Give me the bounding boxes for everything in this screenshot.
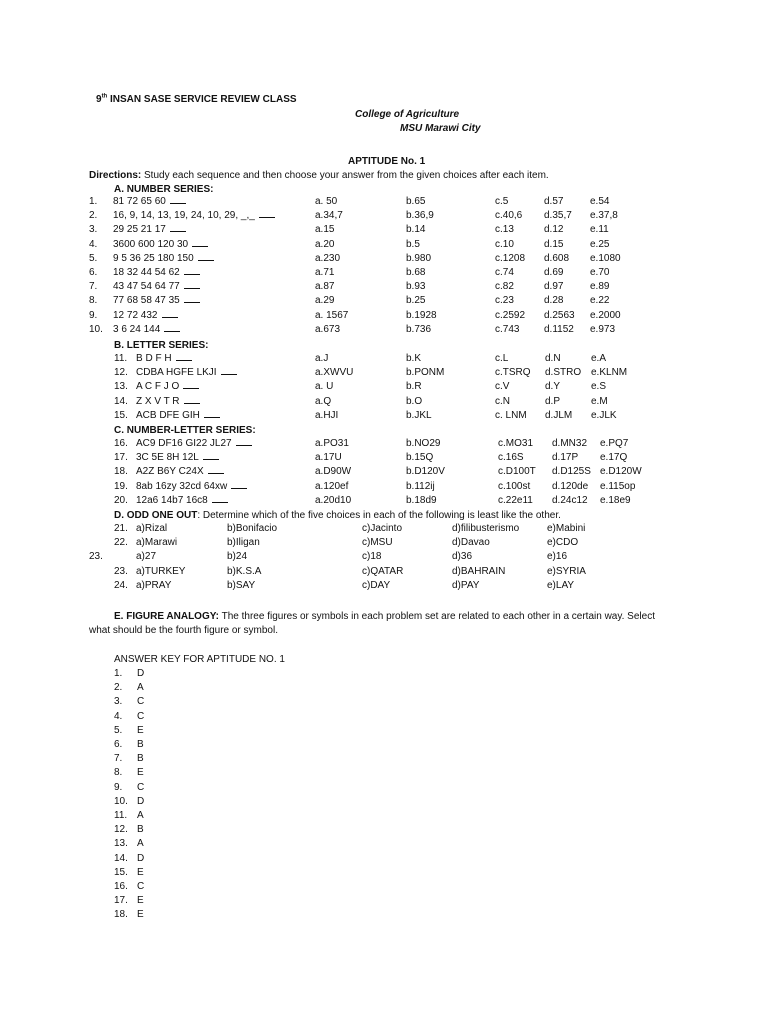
answer-letter: D <box>137 852 145 864</box>
choice-d: d.97 <box>544 281 564 293</box>
answer-blank <box>183 380 199 389</box>
choice-a: a.673 <box>315 323 341 335</box>
choice-d: d.57 <box>544 196 564 207</box>
choice-a: a.20 <box>315 238 335 250</box>
answer-key-row <box>0 667 768 681</box>
question-sequence: 9 5 36 25 180 150 <box>113 252 214 266</box>
question-sequence: 8ab 16zy 32cd 64xw <box>136 480 247 494</box>
choice-d: d.STRO <box>545 367 582 379</box>
choice-d: d)PAY <box>452 579 480 591</box>
choice-a: a.87 <box>315 281 335 293</box>
question-sequence: CDBA HGFE LKJI <box>136 366 237 380</box>
question-sequence: A2Z B6Y C24X <box>136 465 224 479</box>
answer-key-row <box>0 880 768 894</box>
choice-b: b.68 <box>406 267 426 278</box>
answer-key-row <box>0 866 768 880</box>
question-number: 2. <box>89 210 98 222</box>
answer-key-row <box>0 738 768 752</box>
question-sequence: B D F H <box>136 352 192 366</box>
section-b-heading: B. LETTER SERIES: <box>114 340 209 351</box>
choice-e: e.2000 <box>590 309 621 321</box>
answer-number: 8. <box>114 767 123 779</box>
answer-key-row <box>0 894 768 908</box>
choice-d: d.24c12 <box>552 494 588 506</box>
question-row <box>0 252 768 266</box>
choice-a: a)TURKEY <box>136 565 186 577</box>
answer-blank <box>204 409 220 418</box>
question-number: 20. <box>114 494 128 506</box>
choice-e: e.11 <box>590 224 609 236</box>
question-row <box>0 309 768 323</box>
question-sequence: 81 72 65 60 <box>113 195 186 209</box>
answer-letter: A <box>137 810 144 821</box>
answer-number: 2. <box>114 682 123 694</box>
choice-c: c.743 <box>495 323 520 335</box>
answer-key-row <box>0 695 768 709</box>
choice-c: c.MO31 <box>498 438 534 449</box>
choice-e: e.22 <box>590 295 610 307</box>
question-sequence: Z X V T R <box>136 395 200 409</box>
choice-a: a.34,7 <box>315 210 343 222</box>
choice-d: d.MN32 <box>552 438 588 449</box>
answer-blank <box>170 223 186 232</box>
answer-key-row <box>0 823 768 837</box>
choice-d: d)Davao <box>452 537 490 549</box>
choice-b: b.D120V <box>406 466 445 478</box>
question-row <box>0 550 768 564</box>
question-number: 8. <box>89 295 98 307</box>
question-number: 23. <box>114 565 128 577</box>
choice-c: c.V <box>495 381 510 393</box>
question-number: 21. <box>114 523 128 534</box>
choice-a: a.XWVU <box>315 367 354 379</box>
answer-blank <box>231 480 247 489</box>
choice-c: c.16S <box>498 452 524 464</box>
answer-key-row <box>0 781 768 795</box>
answer-number: 9. <box>114 781 123 793</box>
answer-number: 7. <box>114 753 123 765</box>
choice-a: a)Marawi <box>136 537 178 549</box>
question-number: 3. <box>89 224 98 236</box>
choice-a: a)27 <box>136 551 157 563</box>
choice-a: a.HJI <box>315 409 339 421</box>
question-row <box>0 494 768 508</box>
answer-key-row <box>0 710 768 724</box>
choice-a: a.29 <box>315 295 335 307</box>
choice-c: c.5 <box>495 196 509 207</box>
choice-a: a.J <box>315 353 329 364</box>
choice-b: b.36,9 <box>406 210 434 222</box>
choice-b: b.736 <box>406 323 432 335</box>
question-number-stray: 23. <box>89 551 103 563</box>
answer-letter: C <box>137 781 145 793</box>
answer-blank <box>236 437 252 446</box>
choice-c: c.D100T <box>498 466 536 478</box>
question-row <box>0 380 768 394</box>
section-d-heading: D. ODD ONE OUT: Determine which of the five choices in each of the following is least like the other. <box>114 510 561 521</box>
answer-letter: C <box>137 710 145 722</box>
question-row <box>0 409 768 423</box>
question-row <box>0 280 768 294</box>
question-row <box>0 223 768 237</box>
choice-a: a. 50 <box>315 196 338 207</box>
answer-letter: E <box>137 866 144 878</box>
question-sequence: 3C 5E 8H 12L <box>136 451 219 465</box>
answer-letter: E <box>137 895 144 907</box>
choice-e: e.18e9 <box>600 494 631 506</box>
question-row <box>0 266 768 280</box>
answer-key-title: ANSWER KEY FOR APTITUDE NO. 1 <box>114 654 285 665</box>
answer-number: 17. <box>114 895 128 907</box>
choice-e: e.M <box>591 395 608 407</box>
answer-blank <box>184 395 200 404</box>
answer-key-row <box>0 908 768 922</box>
choice-e: e.S <box>591 381 607 393</box>
choice-d: d.1152 <box>544 323 574 335</box>
question-number: 6. <box>89 267 98 278</box>
choice-e: e.89 <box>590 281 610 293</box>
answer-key-row <box>0 795 768 809</box>
question-sequence: 43 47 54 64 77 <box>113 280 200 294</box>
choice-b: b.980 <box>406 252 432 264</box>
choice-d: d.12 <box>544 224 564 236</box>
answer-letter: E <box>137 909 144 921</box>
choice-e: e.KLNM <box>591 367 628 379</box>
question-number: 17. <box>114 452 128 464</box>
answer-key-row <box>0 852 768 866</box>
choice-b: b.65 <box>406 196 426 207</box>
question-row <box>0 395 768 409</box>
choice-d: d)BAHRAIN <box>452 565 506 577</box>
choice-c: c.22e11 <box>498 494 533 506</box>
question-number: 19. <box>114 480 128 492</box>
choice-e: e.54 <box>590 196 610 207</box>
question-sequence: AC9 DF16 GI22 JL27 <box>136 437 252 451</box>
choice-b: b.15Q <box>406 452 434 464</box>
choice-c: c.23 <box>495 295 514 307</box>
choice-d: d.JLM <box>545 409 573 421</box>
question-row <box>0 195 768 209</box>
answer-blank <box>221 366 237 375</box>
question-row <box>0 579 768 593</box>
choice-e: e.1080 <box>590 252 621 264</box>
question-sequence: A C F J O <box>136 380 199 394</box>
question-number: 16. <box>114 438 128 449</box>
question-sequence: 12a6 14b7 16c8 <box>136 494 228 508</box>
answer-letter: E <box>137 767 144 779</box>
answer-blank <box>170 195 186 204</box>
choice-e: e.973 <box>590 323 616 335</box>
choice-a: a.PO31 <box>315 438 349 449</box>
choice-c: c.N <box>495 395 510 407</box>
choice-d: d.28 <box>544 295 564 307</box>
section-c-heading: C. NUMBER-LETTER SERIES: <box>114 425 256 436</box>
question-number: 12. <box>114 367 128 379</box>
question-sequence: 12 72 432 <box>113 309 178 323</box>
question-number: 5. <box>89 252 98 264</box>
question-number: 14. <box>114 395 128 407</box>
question-row <box>0 536 768 550</box>
choice-d: d.N <box>545 353 561 364</box>
section-a-heading: A. NUMBER SERIES: <box>114 184 214 195</box>
test-title: APTITUDE No. 1 <box>348 156 426 167</box>
choice-b: b)SAY <box>227 579 256 591</box>
choice-c: c.TSRQ <box>495 367 531 379</box>
choice-c: c.13 <box>495 224 514 236</box>
choice-d: d)filibusterismo <box>452 523 520 534</box>
choice-a: a)PRAY <box>136 579 172 591</box>
question-number: 1. <box>89 196 98 207</box>
choice-b: b.5 <box>406 238 420 250</box>
choice-a: a. U <box>315 381 334 393</box>
answer-blank <box>212 494 228 503</box>
question-sequence: ACB DFE GIH <box>136 409 220 423</box>
question-row <box>0 209 768 223</box>
choice-e: e.A <box>591 353 607 364</box>
choice-e: e)CDO <box>547 537 579 549</box>
choice-a: a.Q <box>315 395 332 407</box>
question-number: 18. <box>114 466 128 478</box>
choice-a: a.230 <box>315 252 341 264</box>
choice-d: d.120de <box>552 480 589 492</box>
answer-number: 15. <box>114 866 128 878</box>
choice-d: d.608 <box>544 252 570 264</box>
answer-blank <box>184 280 200 289</box>
choice-c: c. LNM <box>495 409 527 421</box>
choice-d: d.17P <box>552 452 579 464</box>
choice-b: b)Bonifacio <box>227 523 278 534</box>
question-number: 10. <box>89 323 103 335</box>
campus-name: MSU Marawi City <box>400 123 481 134</box>
choice-e: e.PQ7 <box>600 438 629 449</box>
answer-letter: E <box>137 724 144 736</box>
answer-blank <box>164 323 180 332</box>
answer-letter: B <box>137 753 144 765</box>
answer-number: 16. <box>114 881 128 892</box>
choice-c: c.1208 <box>495 252 526 264</box>
question-sequence: 77 68 58 47 35 <box>113 294 200 308</box>
choice-c: c.74 <box>495 267 514 278</box>
question-row <box>0 323 768 337</box>
question-sequence: 3600 600 120 30 <box>113 238 208 252</box>
answer-blank <box>176 352 192 361</box>
choice-a: a)Rizal <box>136 523 168 534</box>
answer-blank <box>203 451 219 460</box>
choice-e: e.D120W <box>600 466 642 478</box>
class-title: 9th INSAN SASE SERVICE REVIEW CLASS <box>96 93 297 105</box>
question-number: 24. <box>114 579 128 591</box>
choice-b: b.14 <box>406 224 426 236</box>
answer-number: 11. <box>114 810 128 821</box>
choice-b: b.O <box>406 395 423 407</box>
choice-b: b.93 <box>406 281 426 293</box>
answer-key-row <box>0 724 768 738</box>
answer-blank <box>208 465 224 474</box>
answer-number: 10. <box>114 795 128 807</box>
answer-blank <box>259 209 275 218</box>
answer-letter: C <box>137 696 145 708</box>
choice-a: a.120ef <box>315 480 349 492</box>
answer-number: 6. <box>114 739 123 750</box>
choice-d: d.2563 <box>544 309 575 321</box>
answer-number: 1. <box>114 668 123 679</box>
answer-number: 12. <box>114 824 128 836</box>
answer-key-row <box>0 837 768 851</box>
question-row <box>0 480 768 494</box>
question-row <box>0 565 768 579</box>
answer-letter: B <box>137 739 144 750</box>
answer-blank <box>184 294 200 303</box>
choice-d: d.D125S <box>552 466 591 478</box>
choice-c: c.10 <box>495 238 514 250</box>
choice-c: c.L <box>495 353 509 364</box>
choice-a: a.71 <box>315 267 335 278</box>
choice-b: b.JKL <box>406 409 432 421</box>
answer-letter: C <box>137 881 145 892</box>
choice-d: d.P <box>545 395 561 407</box>
choice-e: e)16 <box>547 551 568 563</box>
choice-b: b.25 <box>406 295 426 307</box>
choice-a: a.15 <box>315 224 335 236</box>
choice-a: a.20d10 <box>315 494 352 506</box>
choice-b: b)K.S.A <box>227 565 262 577</box>
question-number: 22. <box>114 537 128 549</box>
choice-c: c)18 <box>362 551 382 563</box>
section-e-text: what should be the fourth figure or symbol. <box>89 625 278 636</box>
answer-blank <box>184 266 200 275</box>
question-sequence: 16, 9, 14, 13, 19, 24, 10, 29, _,_ <box>113 209 275 223</box>
answer-number: 3. <box>114 696 123 708</box>
question-sequence: 18 32 44 54 62 <box>113 266 200 280</box>
question-row <box>0 294 768 308</box>
choice-c: c)MSU <box>362 537 393 549</box>
question-row <box>0 366 768 380</box>
choice-c: c.100st <box>498 480 531 492</box>
choice-e: e)LAY <box>547 579 575 591</box>
question-number: 15. <box>114 409 128 421</box>
question-row <box>0 465 768 479</box>
choice-b: b.PONM <box>406 367 445 379</box>
answer-letter: D <box>137 795 145 807</box>
answer-blank <box>192 238 208 247</box>
question-row <box>0 352 768 366</box>
question-number: 9. <box>89 309 98 321</box>
choice-a: a. 1567 <box>315 309 349 321</box>
answer-number: 4. <box>114 710 123 722</box>
answer-number: 18. <box>114 909 128 921</box>
answer-number: 14. <box>114 852 128 864</box>
answer-letter: A <box>137 682 144 694</box>
question-number: 7. <box>89 281 98 293</box>
choice-c: c.2592 <box>495 309 526 321</box>
answer-key-row <box>0 752 768 766</box>
choice-a: a.D90W <box>315 466 352 478</box>
choice-e: e.17Q <box>600 452 628 464</box>
choice-b: b.NO29 <box>406 438 441 449</box>
answer-number: 5. <box>114 724 123 736</box>
answer-number: 13. <box>114 838 128 850</box>
answer-letter: B <box>137 824 144 836</box>
choice-b: b.R <box>406 381 422 393</box>
choice-b: b.18d9 <box>406 494 437 506</box>
directions: Directions: Study each sequence and then choose your answer from the given choices after each item. <box>89 170 549 181</box>
question-row <box>0 238 768 252</box>
answer-blank <box>198 252 214 261</box>
question-sequence: 3 6 24 144 <box>113 323 180 337</box>
college-name: College of Agriculture <box>355 109 460 120</box>
choice-c: c)Jacinto <box>362 523 403 534</box>
choice-b: b)24 <box>227 551 248 563</box>
choice-d: d)36 <box>452 551 473 563</box>
choice-e: e.115op <box>600 480 636 492</box>
choice-b: b.K <box>406 353 422 364</box>
answer-key-row <box>0 809 768 823</box>
choice-e: e.JLK <box>591 409 617 421</box>
choice-e: e.70 <box>590 267 610 278</box>
answer-letter: A <box>137 838 144 850</box>
answer-blank <box>162 309 178 318</box>
section-e-heading: E. FIGURE ANALOGY: The three figures or symbols in each problem set are related to each other in a certain way. Select <box>114 611 655 622</box>
choice-c: c.82 <box>495 281 514 293</box>
question-number: 13. <box>114 381 128 393</box>
choice-e: e)Mabini <box>547 523 586 534</box>
answer-key-row <box>0 681 768 695</box>
choice-b: b.1928 <box>406 309 437 321</box>
question-number: 4. <box>89 238 98 250</box>
question-row <box>0 451 768 465</box>
choice-a: a.17U <box>315 452 342 464</box>
choice-c: c.40,6 <box>495 210 523 222</box>
choice-c: c)QATAR <box>362 565 404 577</box>
question-row <box>0 437 768 451</box>
choice-d: d.35,7 <box>544 210 572 222</box>
choice-d: d.69 <box>544 267 564 278</box>
choice-b: b.112ij <box>406 480 435 492</box>
choice-e: e.37,8 <box>590 210 618 222</box>
answer-key-row <box>0 766 768 780</box>
choice-e: e)SYRIA <box>547 565 586 577</box>
choice-b: b)Iligan <box>227 537 260 549</box>
question-row <box>0 522 768 536</box>
answer-letter: D <box>137 668 145 679</box>
question-number: 11. <box>114 353 128 364</box>
choice-d: d.15 <box>544 238 564 250</box>
choice-d: d.Y <box>545 381 561 393</box>
choice-c: c)DAY <box>362 579 391 591</box>
choice-e: e.25 <box>590 238 610 250</box>
question-sequence: 29 25 21 17 <box>113 223 186 237</box>
